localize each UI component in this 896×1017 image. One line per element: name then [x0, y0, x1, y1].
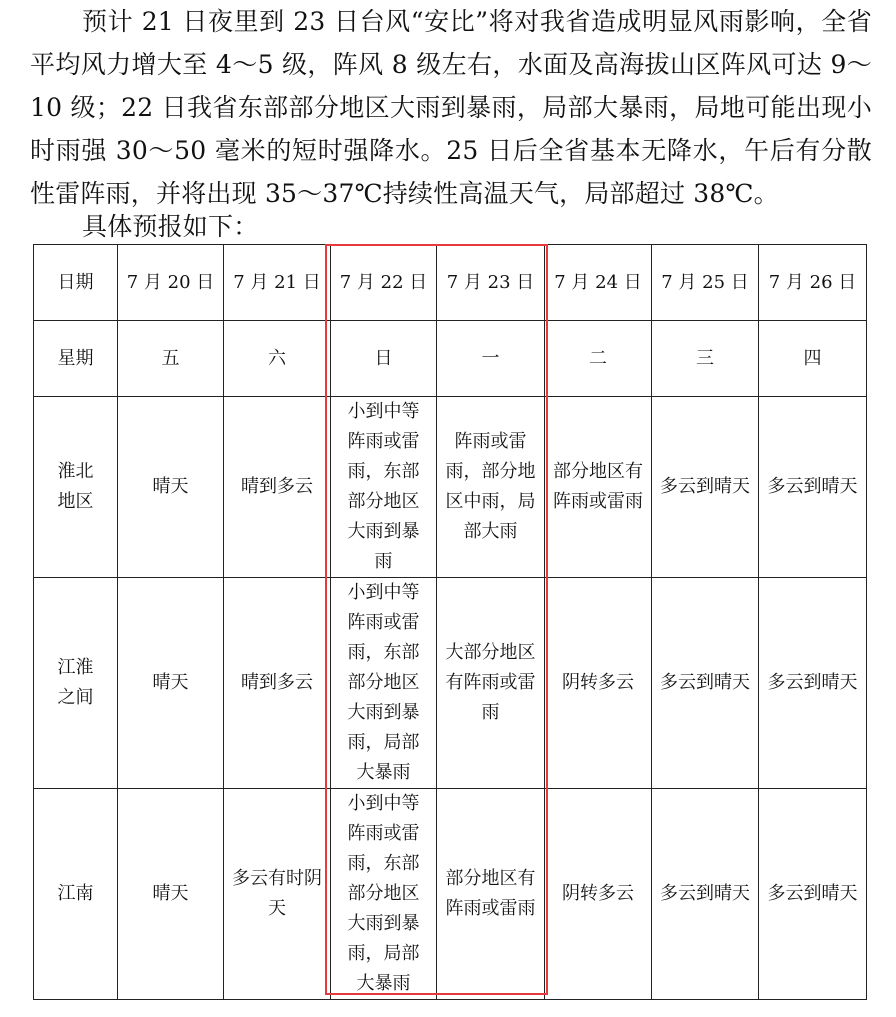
region-row-jianghuai: [34, 578, 867, 789]
forecast-cell: 小到中等阵雨或雷雨，东部部分地区大雨到暴雨，局部大暴雨: [331, 578, 437, 789]
date-cell: 7 月 22 日: [331, 245, 437, 321]
date-cell: 7 月 25 日: [652, 245, 759, 321]
forecast-cell: 晴天: [118, 397, 224, 578]
weekday-cell: 三: [652, 321, 759, 397]
region-row-huaibei: [34, 397, 867, 578]
date-cell: 7 月 20 日: [118, 245, 224, 321]
forecast-table: [33, 244, 867, 1000]
region-name: 江淮之间: [34, 578, 118, 789]
forecast-subheading: 具体预报如下：: [82, 212, 259, 241]
forecast-cell: 小到中等阵雨或雷雨，东部部分地区大雨到暴雨: [331, 397, 437, 578]
date-row-header: 日期: [34, 245, 118, 321]
date-row: [34, 245, 867, 321]
date-cell: 7 月 24 日: [545, 245, 652, 321]
forecast-table-container: [33, 244, 867, 1000]
weekday-row: [34, 321, 867, 397]
forecast-cell: 小到中等阵雨或雷雨，东部部分地区大雨到暴雨，局部大暴雨: [331, 789, 437, 1000]
weekday-cell: 一: [437, 321, 545, 397]
forecast-cell: 大部分地区有阵雨或雷雨: [437, 578, 545, 789]
intro-paragraph: 预计 21 日夜里到 23 日台风“安比”将对我省造成明显风雨影响，全省平均风力增大至 4～5 级，阵风 8 级左右，水面及高海拔山区阵风可达 9～10 级；22 日我省东部部分地区大雨到暴雨，局部大暴雨，局地可能出现小时雨强 30～50 毫米的短时强降水。25 日后全省基本无降水，午后有分散性雷阵雨，并将出现 35～37℃持续性高温天气，局部超过 38℃。: [30, 7, 872, 208]
forecast-cell: 晴到多云: [224, 578, 331, 789]
forecast-cell: 多云到晴天: [759, 789, 867, 1000]
weekday-cell: 二: [545, 321, 652, 397]
weekday-row-header: 星期: [34, 321, 118, 397]
forecast-cell: 晴天: [118, 578, 224, 789]
forecast-cell: 晴到多云: [224, 397, 331, 578]
forecast-cell: 部分地区有阵雨或雷雨: [437, 789, 545, 1000]
forecast-cell: 多云到晴天: [652, 789, 759, 1000]
forecast-cell: 多云到晴天: [652, 397, 759, 578]
forecast-cell: 阴转多云: [545, 789, 652, 1000]
forecast-cell: 部分地区有阵雨或雷雨: [545, 397, 652, 578]
forecast-cell: 阵雨或雷雨，部分地区中雨，局部大雨: [437, 397, 545, 578]
forecast-cell: 多云到晴天: [759, 397, 867, 578]
weekday-cell: 日: [331, 321, 437, 397]
weekday-cell: 五: [118, 321, 224, 397]
date-cell: 7 月 23 日: [437, 245, 545, 321]
region-name: 江南: [34, 789, 118, 1000]
date-cell: 7 月 21 日: [224, 245, 331, 321]
weekday-cell: 四: [759, 321, 867, 397]
forecast-cell: 晴天: [118, 789, 224, 1000]
forecast-cell: 多云到晴天: [652, 578, 759, 789]
weekday-cell: 六: [224, 321, 331, 397]
region-row-jiangnan: [34, 789, 867, 1000]
region-name: 淮北地区: [34, 397, 118, 578]
forecast-cell: 阴转多云: [545, 578, 652, 789]
date-cell: 7 月 26 日: [759, 245, 867, 321]
forecast-cell: 多云有时阴天: [224, 789, 331, 1000]
forecast-cell: 多云到晴天: [759, 578, 867, 789]
